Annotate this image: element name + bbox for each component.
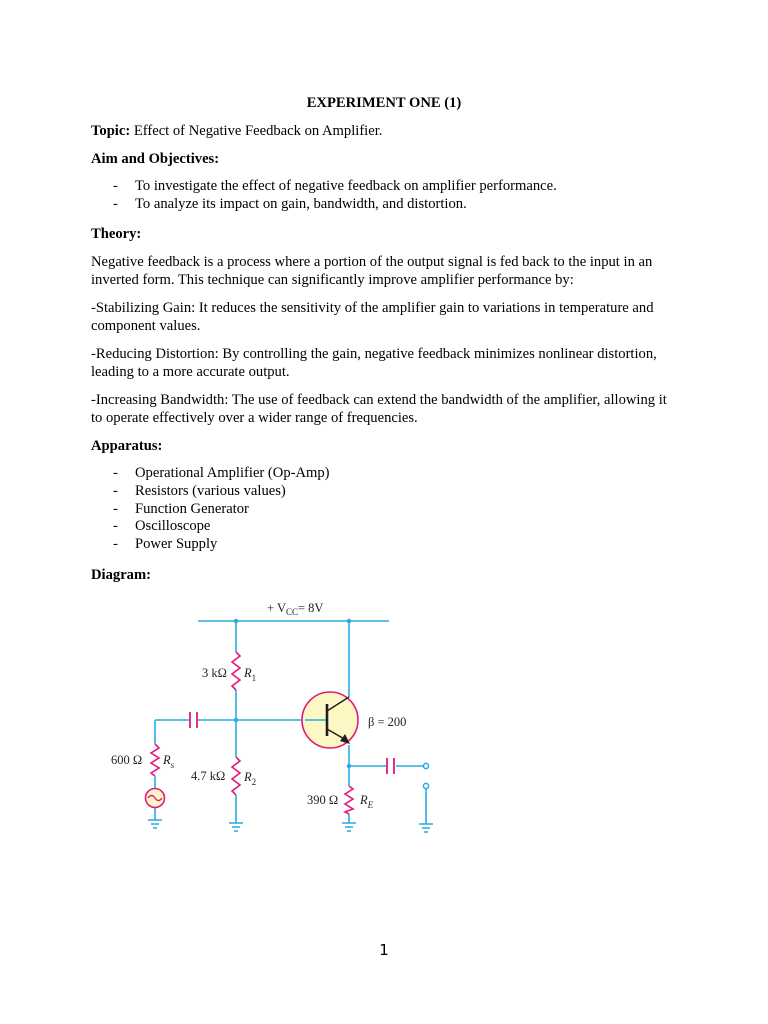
- page-title: EXPERIMENT ONE (1): [306, 95, 462, 111]
- transistor-icon: [302, 692, 358, 748]
- topic-label: Topic:: [91, 123, 131, 139]
- re-label: $R_E$: [360, 793, 374, 810]
- topic-text: Effect of Negative Feedback on Amplifier.: [133, 123, 383, 139]
- r1-label: $R_1$: [244, 666, 257, 683]
- aims-heading: Aim and Objectives:: [91, 151, 220, 167]
- page-number: 1: [379, 941, 389, 959]
- theory-heading: Theory:: [91, 226, 142, 242]
- re-value: 390 Ω: [307, 793, 339, 807]
- list-item: - To analyze its impact on gain, bandwidth, and distortion.: [113, 195, 467, 212]
- list-item: - To investigate the effect of negative feedback on amplifier performance.: [113, 178, 557, 194]
- capacitor-icon: [190, 712, 394, 774]
- beta-label: β = 200: [368, 715, 407, 729]
- ac-source-icon: [146, 789, 165, 808]
- theory-paragraph: -Reducing Distortion: By controlling the gain, negative feedback minimizes nonlinear distortion, leading to a more accurate output.: [91, 346, 657, 380]
- diagram-heading: Diagram:: [91, 567, 151, 583]
- vcc-label: + $V_{CC}= 8V$: [267, 601, 324, 617]
- theory-paragraph: -Increasing Bandwidth: The use of feedback can extend the bandwidth of the amplifier, allowing it to operate effectively over a wider range of frequencies.: [91, 392, 667, 426]
- list-item: - Power Supply: [113, 536, 218, 553]
- rs-value: 600 Ω: [111, 753, 143, 767]
- ground-icon: [148, 820, 433, 832]
- list-item: - Operational Amplifier (Op-Amp): [113, 465, 330, 481]
- r2-label: $R_2$: [244, 770, 257, 787]
- list-item: - Oscilloscope: [113, 518, 211, 535]
- list-item: - Resistors (various values): [113, 482, 286, 499]
- theory-paragraph: Negative feedback is a process where a portion of the output signal is fed back to the input in an inverted form. This technique can significantly improve amplifier performance by:: [91, 254, 653, 288]
- rs-label: $R_s$: [163, 753, 175, 770]
- list-item: - Function Generator: [113, 500, 249, 517]
- r2-value: 4.7 kΩ: [191, 769, 226, 783]
- apparatus-heading: Apparatus:: [91, 438, 163, 454]
- theory-paragraph: -Stabilizing Gain: It reduces the sensitivity of the amplifier gain to variations in temperature and component values.: [91, 300, 654, 334]
- output-terminal-icon: [423, 763, 428, 788]
- r1-value: 3 kΩ: [202, 666, 227, 680]
